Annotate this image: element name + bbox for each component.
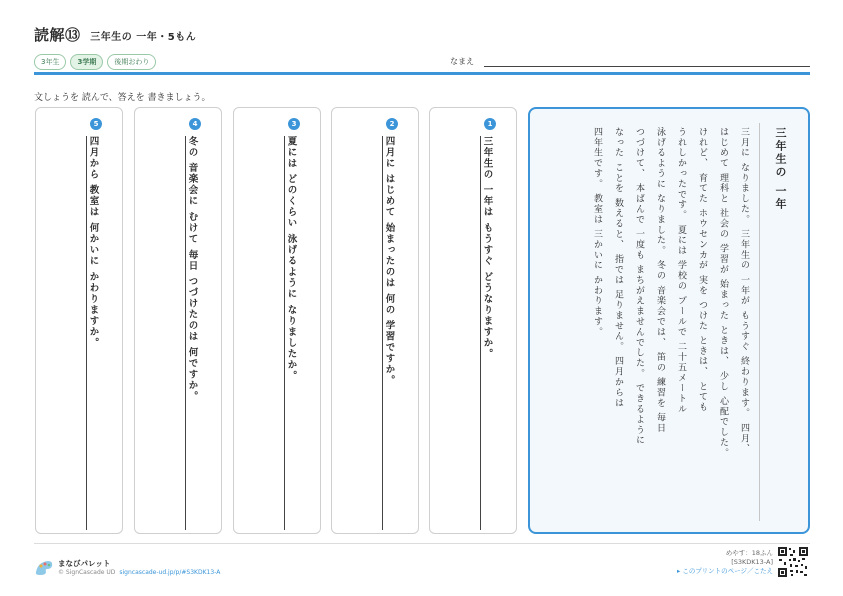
question-card-1 (429, 107, 517, 534)
tag-grade[interactable]: 3年生 (34, 54, 66, 70)
title-main: 三年生の 一年 (90, 32, 158, 43)
palette-logo-icon (34, 558, 54, 576)
question-text: 三年生の 一年は もうすぐ どうなりますか。 (481, 136, 493, 360)
question-text: 夏には どのくらい 泳げるように なりましたか。 (285, 136, 297, 382)
passage-line: 四年生です。 教室は 三かいに かわります。 (592, 127, 602, 338)
tag-term[interactable]: 3学期 (70, 54, 103, 70)
brand-url[interactable]: signcascade-ud.jp/p/#S3KDK13-A (119, 569, 221, 576)
copyright: © SignCascade UD (58, 569, 116, 576)
answer-line[interactable] (480, 136, 481, 530)
answer-page-link[interactable]: ▸ このプリントのページ／こたえ (677, 567, 773, 576)
print-meta (677, 549, 773, 576)
name-label: なまえ (450, 57, 474, 66)
answer-line[interactable] (86, 136, 87, 530)
reading-passage (528, 107, 810, 534)
question-text: 四月に はじめて 始まったのは 何の 学習ですか。 (383, 136, 395, 387)
passage-line: つづけて、 本ばんで 一度も まちがえませんでした。 できるように (634, 127, 644, 446)
question-number: 1 (484, 118, 496, 130)
question-number: 5 (90, 118, 102, 130)
question-number: 4 (189, 118, 201, 130)
tag-row (34, 54, 156, 70)
question-card-2 (331, 107, 419, 534)
title-prefix: 読解⑬ (34, 26, 81, 44)
question-text: 四月から 教室は 何かいに かわりますか。 (87, 136, 99, 349)
answer-line[interactable] (382, 136, 383, 530)
passage-title: 三年生の 一年 (774, 127, 787, 211)
question-card-4 (134, 107, 222, 534)
passage-line: うれしかったです。 夏には 学校の プールで 二十五メートル (676, 127, 686, 415)
name-line (484, 66, 810, 67)
time-estimate: めやす：18ふん (725, 549, 773, 557)
instruction-text: 文しょうを 読んで、答えを 書きましょう。 (34, 93, 211, 103)
qr-code-icon[interactable] (777, 546, 809, 578)
print-code: [S3KDK13-A] (731, 558, 773, 567)
question-number: 2 (386, 118, 398, 130)
answer-line[interactable] (284, 136, 285, 530)
header-rule (34, 72, 810, 75)
passage-divider (759, 123, 760, 521)
question-card-5 (35, 107, 123, 534)
passage-body (580, 127, 748, 458)
passage-line: 三月に なりました。 三年生の 一年が もうすぐ 終わります。 四月、 (739, 127, 749, 455)
title-sub: ・5もん (157, 32, 197, 43)
passage-line: 泳げるように なりました。 冬の 音楽会では、 笛の 練習を 毎日 (655, 127, 665, 434)
tag-period[interactable]: 後期おわり (107, 54, 156, 70)
answer-line[interactable] (185, 136, 186, 530)
question-number: 3 (288, 118, 300, 130)
passage-line: はじめて 理科と 社会の 学習が 始まった ときは、 少し 心配でした。 (718, 127, 728, 459)
passage-line: なった ことを 数えると、 指では 足りません。 四月からは (613, 127, 623, 409)
brand-name: まなびパレット (58, 559, 111, 568)
question-card-3 (233, 107, 321, 534)
worksheet-title (34, 24, 196, 45)
footer-rule (34, 543, 810, 544)
question-text: 冬の 音楽会に むけて 毎日 つづけたのは 何ですか。 (186, 136, 198, 403)
brand (34, 558, 220, 576)
passage-line: けれど、 育てた ホウセンカが 実を つけた ときは、 とても (697, 127, 707, 413)
